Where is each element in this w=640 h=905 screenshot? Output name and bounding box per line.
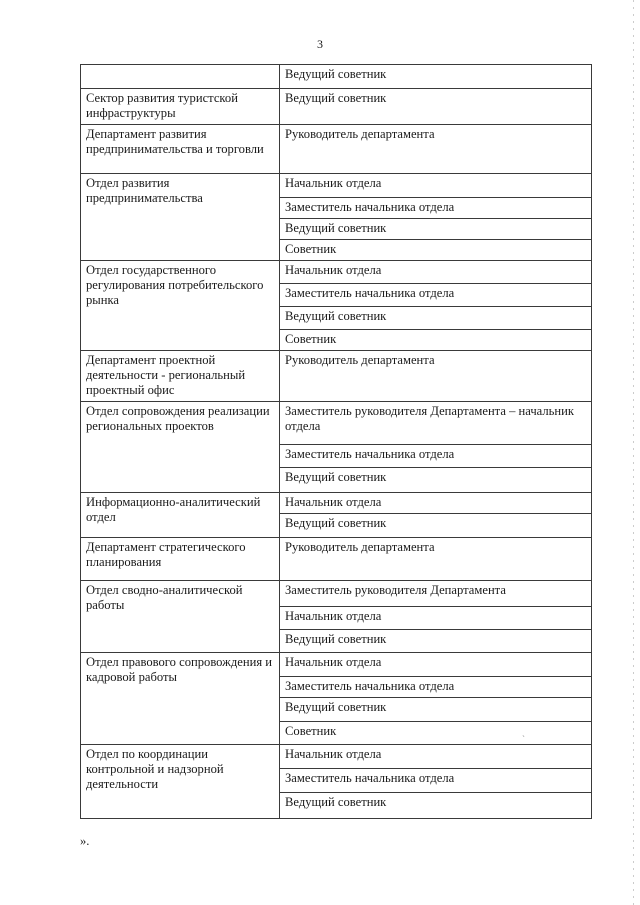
table-row — [81, 581, 592, 607]
scan-speck: ˏ — [522, 727, 525, 737]
table-row — [81, 402, 592, 445]
position-cell: Ведущий советник — [280, 307, 592, 330]
position-cell: Руководитель департамента — [280, 538, 592, 581]
position-cell: Ведущий советник — [280, 65, 592, 89]
unit-cell: Информационно-аналитический отдел — [81, 493, 280, 538]
position-cell: Начальник отдела — [280, 653, 592, 677]
unit-cell: Отдел сводно-аналитической работы — [81, 581, 280, 653]
unit-cell: Департамент развития предпринимательства и торговли — [81, 125, 280, 174]
unit-cell: Отдел по координации контрольной и надзорной деятельности — [81, 745, 280, 819]
table-row — [81, 261, 592, 284]
position-cell: Начальник отдела — [280, 261, 592, 284]
position-cell: Руководитель департамента — [280, 125, 592, 174]
positions-table — [80, 64, 592, 819]
closing-quote: ». — [80, 834, 90, 848]
unit-cell: Сектор развития туристской инфраструктуры — [81, 89, 280, 125]
position-cell: Начальник отдела — [280, 745, 592, 769]
position-cell: Начальник отдела — [280, 174, 592, 198]
unit-cell: Отдел правового сопровождения и кадровой работы — [81, 653, 280, 745]
position-cell: Руководитель департамента — [280, 351, 592, 402]
scan-edge-artifact — [633, 0, 634, 905]
position-cell: Заместитель начальника отдела — [280, 445, 592, 468]
position-cell: Ведущий советник — [280, 89, 592, 125]
unit-cell: Отдел развития предпринимательства — [81, 174, 280, 261]
position-cell: Советник — [280, 240, 592, 261]
position-cell: Заместитель начальника отдела — [280, 769, 592, 793]
table-row — [81, 351, 592, 402]
unit-cell — [81, 65, 280, 89]
position-cell: Ведущий советник — [280, 630, 592, 653]
table-row — [81, 65, 592, 89]
table-row — [81, 745, 592, 769]
position-cell: Советник — [280, 722, 592, 745]
position-cell: Заместитель руководителя Департамента — [280, 581, 592, 607]
unit-cell: Департамент проектной деятельности - региональный проектный офис — [81, 351, 280, 402]
unit-cell: Отдел государственного регулирования потребительского рынка — [81, 261, 280, 351]
table-row — [81, 493, 592, 514]
table-row — [81, 89, 592, 125]
table-row — [81, 653, 592, 677]
position-cell: Ведущий советник — [280, 698, 592, 722]
unit-cell: Департамент стратегического планирования — [81, 538, 280, 581]
positions-table-body — [81, 65, 592, 819]
position-cell: Советник — [280, 330, 592, 351]
page-number: 3 — [317, 37, 323, 51]
table-row — [81, 538, 592, 581]
position-cell: Ведущий советник — [280, 468, 592, 493]
position-cell: Заместитель руководителя Департамента – начальник отдела — [280, 402, 592, 445]
position-cell: Заместитель начальника отдела — [280, 677, 592, 698]
position-cell: Заместитель начальника отдела — [280, 198, 592, 219]
position-cell: Ведущий советник — [280, 219, 592, 240]
position-cell: Начальник отдела — [280, 493, 592, 514]
unit-cell: Отдел сопровождения реализации региональных проектов — [81, 402, 280, 493]
table-row — [81, 125, 592, 174]
position-cell: Начальник отдела — [280, 607, 592, 630]
position-cell: Заместитель начальника отдела — [280, 284, 592, 307]
table-row — [81, 174, 592, 198]
position-cell: Ведущий советник — [280, 514, 592, 538]
position-cell: Ведущий советник — [280, 793, 592, 819]
